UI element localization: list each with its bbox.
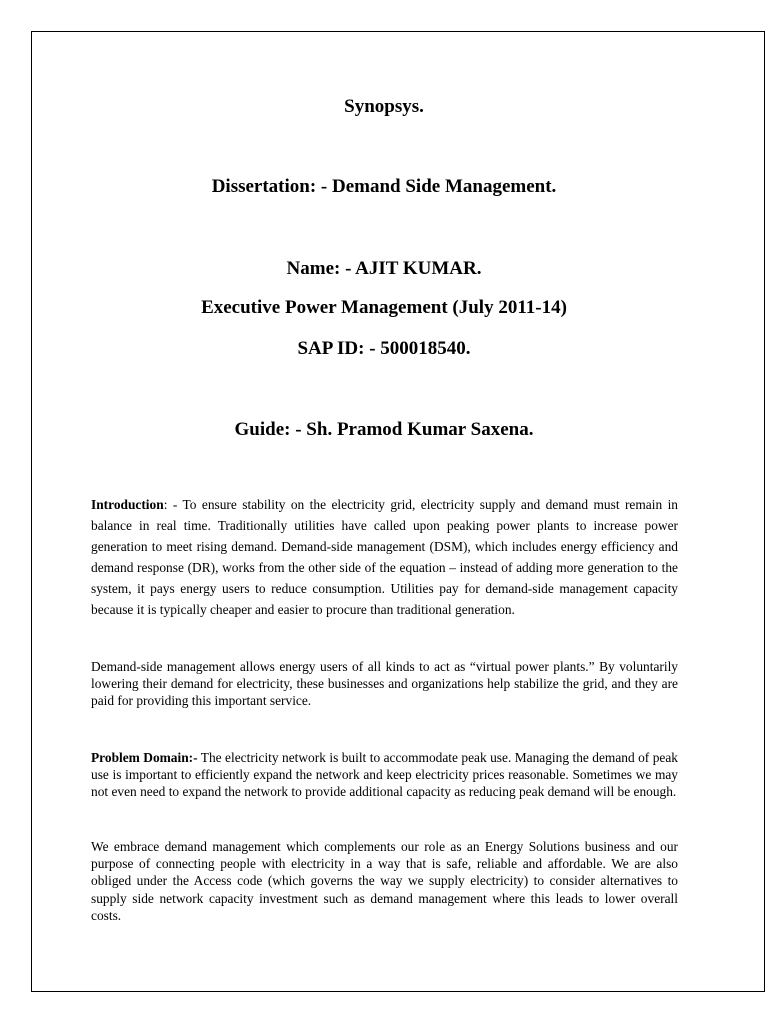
synopsis-title: Synopsys. xyxy=(344,96,424,117)
introduction-paragraph xyxy=(91,494,678,620)
student-name-heading: Name: - AJIT KUMAR. xyxy=(286,258,482,279)
program-heading: Executive Power Management (July 2011-14) xyxy=(201,297,567,318)
virtual-power-paragraph: Demand-side management allows energy users of all kinds to act as “virtual power plants.” By voluntarily lowering their demand for electricity, these businesses and organizations help stabilize the grid, and they are paid for providing this important service. xyxy=(91,659,678,709)
problem-domain-text: The electricity network is built to accommodate peak use. Managing the demand of peak use is important to efficiently expand the network and keep electricity prices reasonable. Sometimes we may not even need to expand the network to provide additional capacity as reducing peak demand will be enough. xyxy=(91,750,678,800)
embrace-paragraph: We embrace demand management which complements our role as an Energy Solutions business and our purpose of connecting people with electricity in a way that is safe, reliable and affordable. We are also obliged under the Access code (which governs the way we supply electricity) to consider alternatives to supply side network capacity investment such as demand management where this leads to lower overall costs. xyxy=(91,839,678,923)
problem-domain-label: Problem Domain:- xyxy=(91,750,198,765)
problem-domain-paragraph xyxy=(91,749,678,801)
sap-id-heading: SAP ID: - 500018540. xyxy=(297,338,471,359)
introduction-label: Introduction xyxy=(91,497,164,512)
dissertation-heading: Dissertation: - Demand Side Management. xyxy=(211,176,557,197)
guide-heading: Guide: - Sh. Pramod Kumar Saxena. xyxy=(234,419,534,440)
introduction-text: : - To ensure stability on the electricity grid, electricity supply and demand must remain in balance in real time. Traditionally utilities have called upon peaking power plants to increase power generation to meet rising demand. Demand-side management (DSM), which includes energy efficiency and demand response (DR), works from the other side of the equation – instead of adding more generation to the system, it pays energy users to reduce consumption. Utilities pay for demand-side management capacity because it is typically cheaper and easier to procure than traditional generation. xyxy=(91,497,678,617)
